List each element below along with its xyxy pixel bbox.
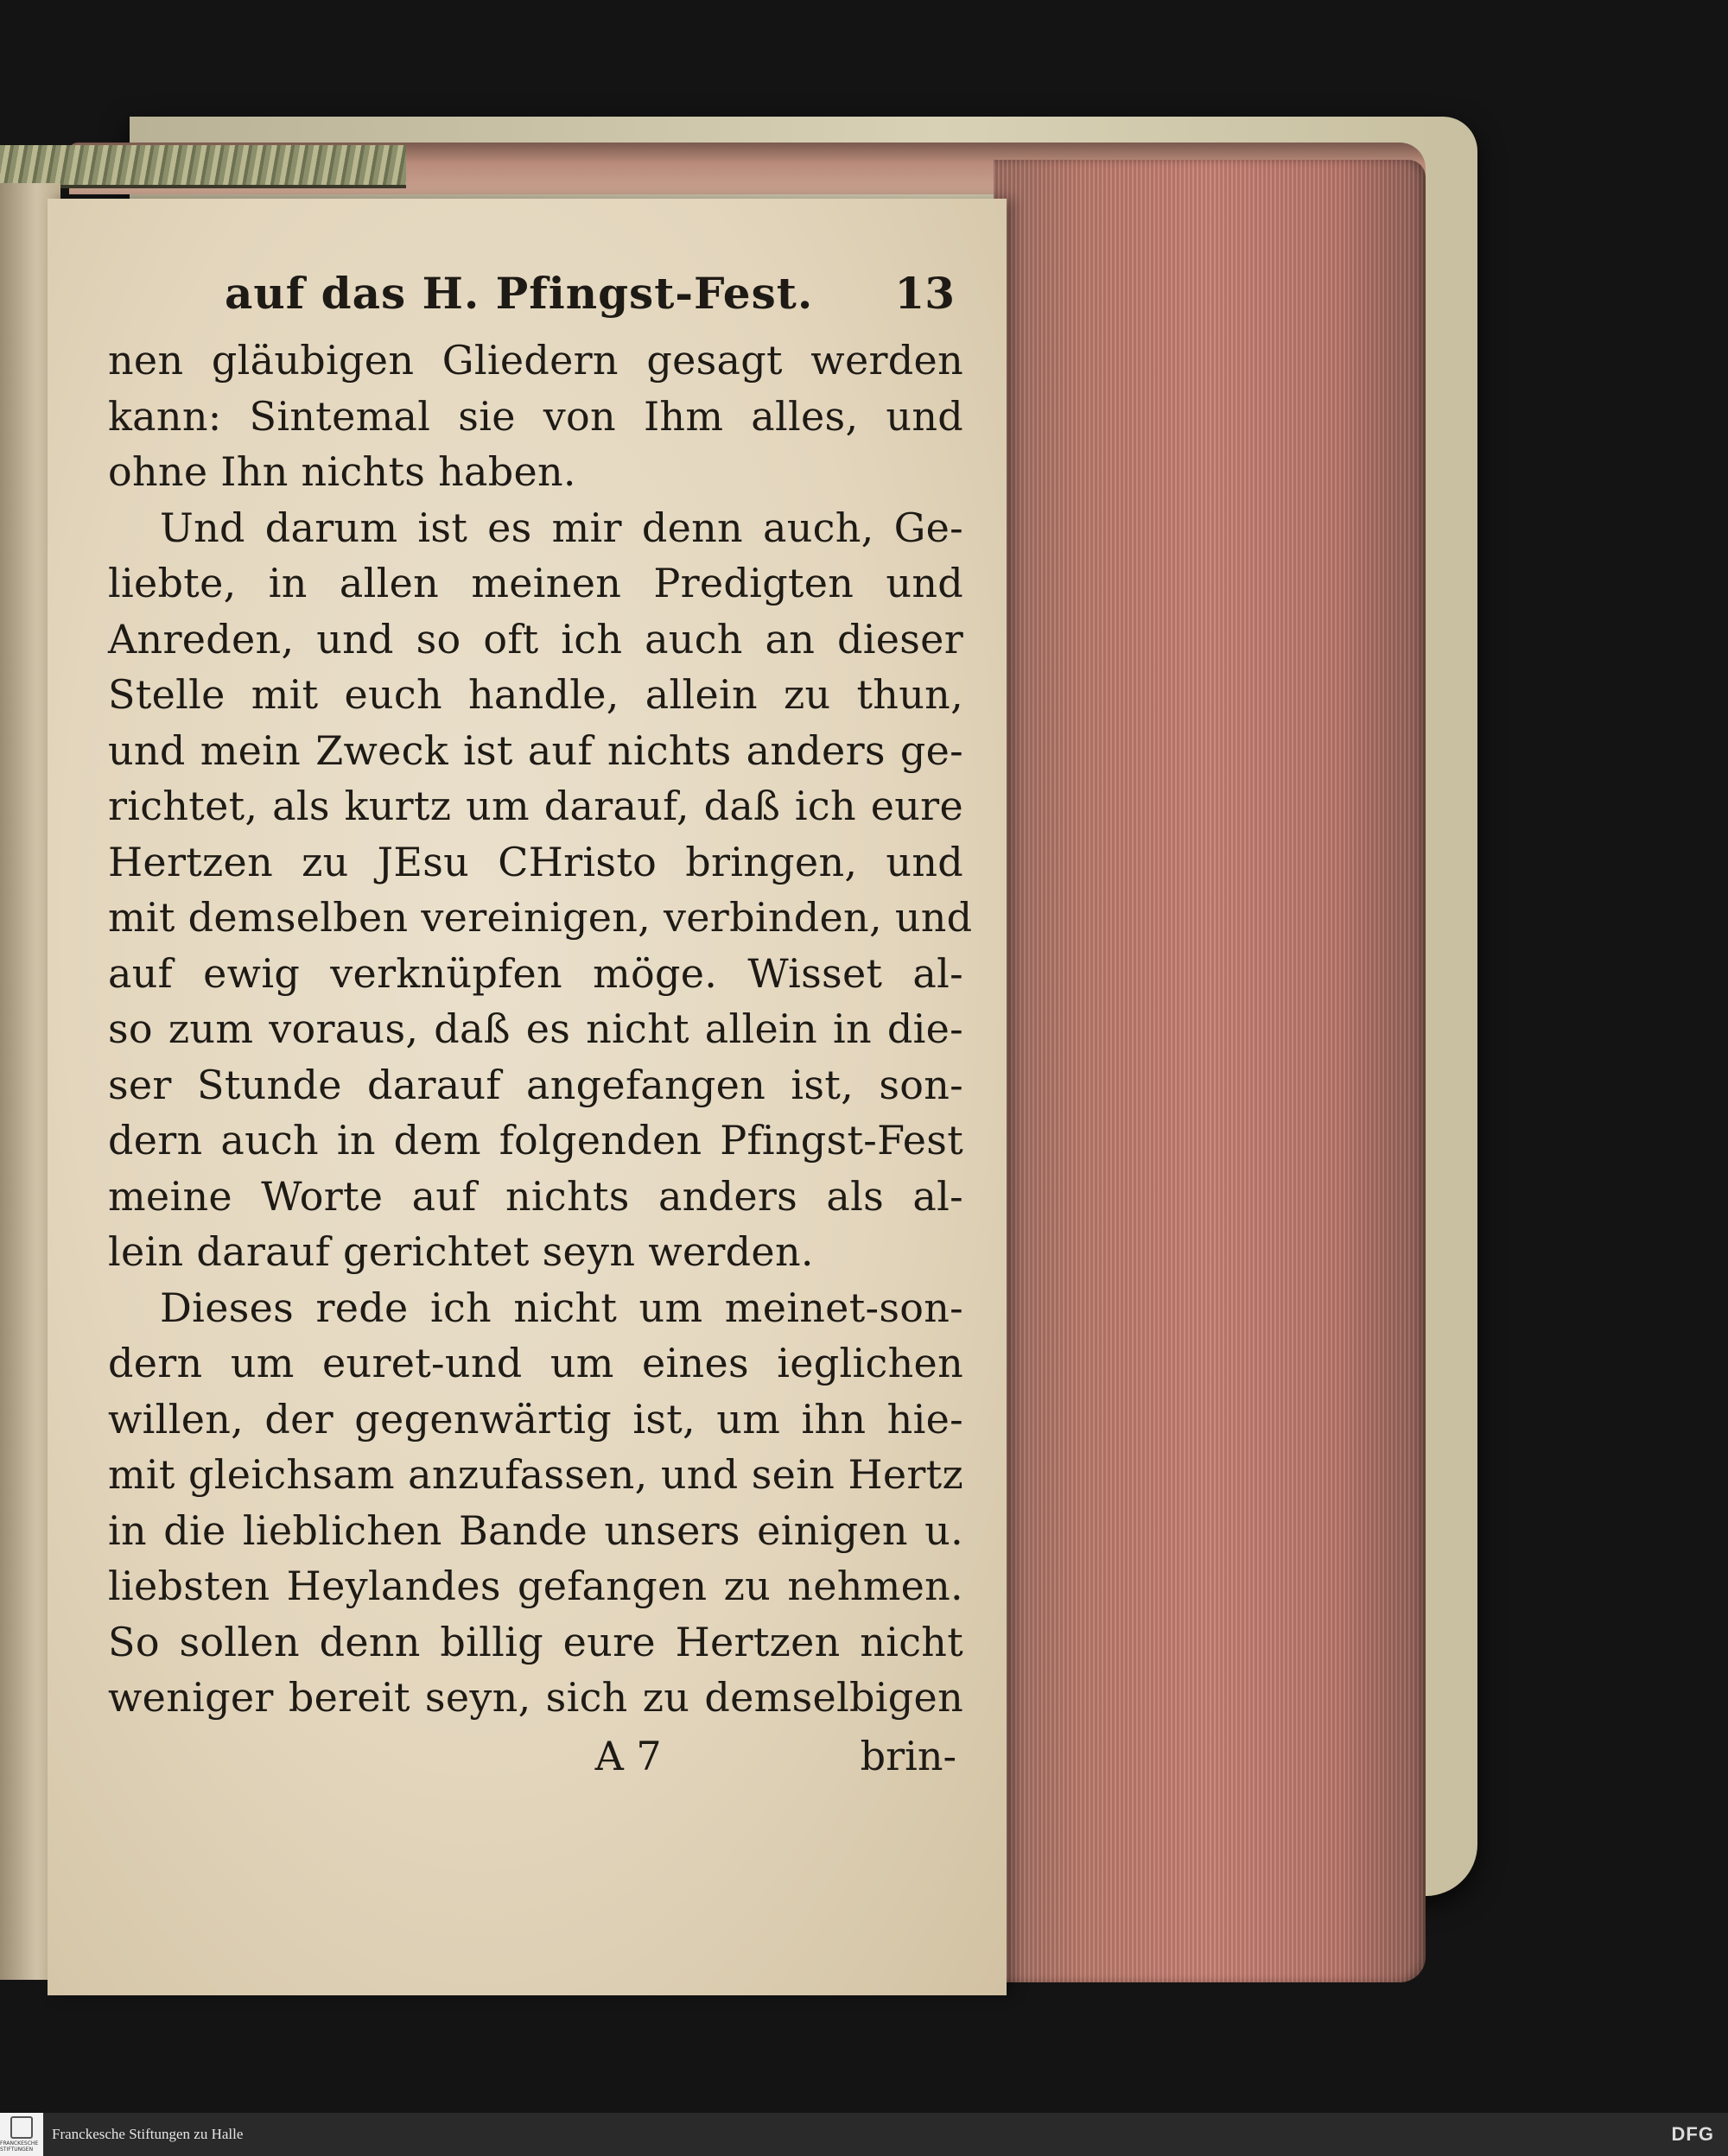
text-line: Hertzen zu JEsu CHristo bringen, und: [108, 838, 963, 885]
text-line: mit gleichsam anzufassen, und sein Hertz: [108, 1451, 963, 1498]
text-line: mit demselben vereinigen, verbinden, und: [108, 894, 973, 941]
logo-text: FRANCKESCHE STIFTUNGEN: [0, 2140, 39, 2153]
text-line: in die lieblichen Bande unsers einigen u.: [108, 1506, 963, 1554]
text-line: Und darum ist es mir denn auch, Ge-: [160, 504, 963, 551]
text-line: ohne Ihn nichts haben.: [108, 448, 576, 495]
text-line: So sollen denn billig eure Hertzen nicht: [108, 1618, 963, 1665]
book-page: [48, 199, 1007, 1995]
text-line: Stelle mit euch handle, allein zu thun,: [108, 671, 963, 718]
text-line: weniger bereit seyn, sich zu demselbigen: [108, 1674, 963, 1721]
footer-left: [0, 2113, 243, 2156]
page-number: 13: [894, 268, 955, 319]
text-line: Dieses rede ich nicht um meinet-son-: [160, 1284, 963, 1331]
running-head-title: auf das H. Pfingst-Fest.: [225, 268, 814, 319]
page-text-block: [108, 268, 973, 1779]
institution-name[interactable]: Franckesche Stiftungen zu Halle: [52, 2126, 244, 2142]
text-line: und mein Zweck ist auf nichts anders ge-: [108, 726, 963, 774]
text-line: willen, der gegenwärtig ist, um ihn hie-: [108, 1395, 963, 1443]
emblem-icon: [10, 2116, 33, 2139]
page-footer-line: [108, 1733, 963, 1779]
headband: [0, 145, 406, 188]
dfg-logo[interactable]: DFG: [1671, 2123, 1714, 2145]
signature-mark: A 7: [594, 1732, 662, 1779]
text-line: kann: Sintemal sie von Ihm alles, und: [108, 392, 963, 440]
text-line: liebsten Heylandes gefangen zu nehmen.: [108, 1563, 963, 1609]
text-line: liebte, in allen meinen Predigten und: [108, 560, 963, 606]
viewer-footer-bar: [0, 2113, 1728, 2156]
institution-logo[interactable]: [0, 2113, 43, 2156]
catchword: brin-: [860, 1732, 956, 1779]
text-line: Anreden, und so oft ich auch an dieser: [108, 615, 963, 663]
text-line: dern um euret-und um eines ieglichen: [108, 1340, 963, 1386]
text-line: so zum voraus, daß es nicht allein in die-: [108, 1005, 963, 1052]
text-line: nen gläubigen Gliedern gesagt werden: [108, 337, 963, 384]
running-head: [108, 268, 963, 319]
text-line: dern auch in dem folgenden Pfingst-Fest: [108, 1117, 963, 1164]
book-fore-edge: [994, 160, 1426, 1982]
text-line: ser Stunde darauf angefangen ist, son-: [108, 1061, 963, 1108]
text-line: auf ewig verknüpfen möge. Wisset al-: [108, 949, 963, 997]
text-line: lein darauf gerichtet seyn werden.: [108, 1228, 814, 1275]
text-line: meine Worte auf nichts anders als al-: [108, 1172, 963, 1220]
text-line: richtet, als kurtz um darauf, daß ich eure: [108, 783, 963, 829]
